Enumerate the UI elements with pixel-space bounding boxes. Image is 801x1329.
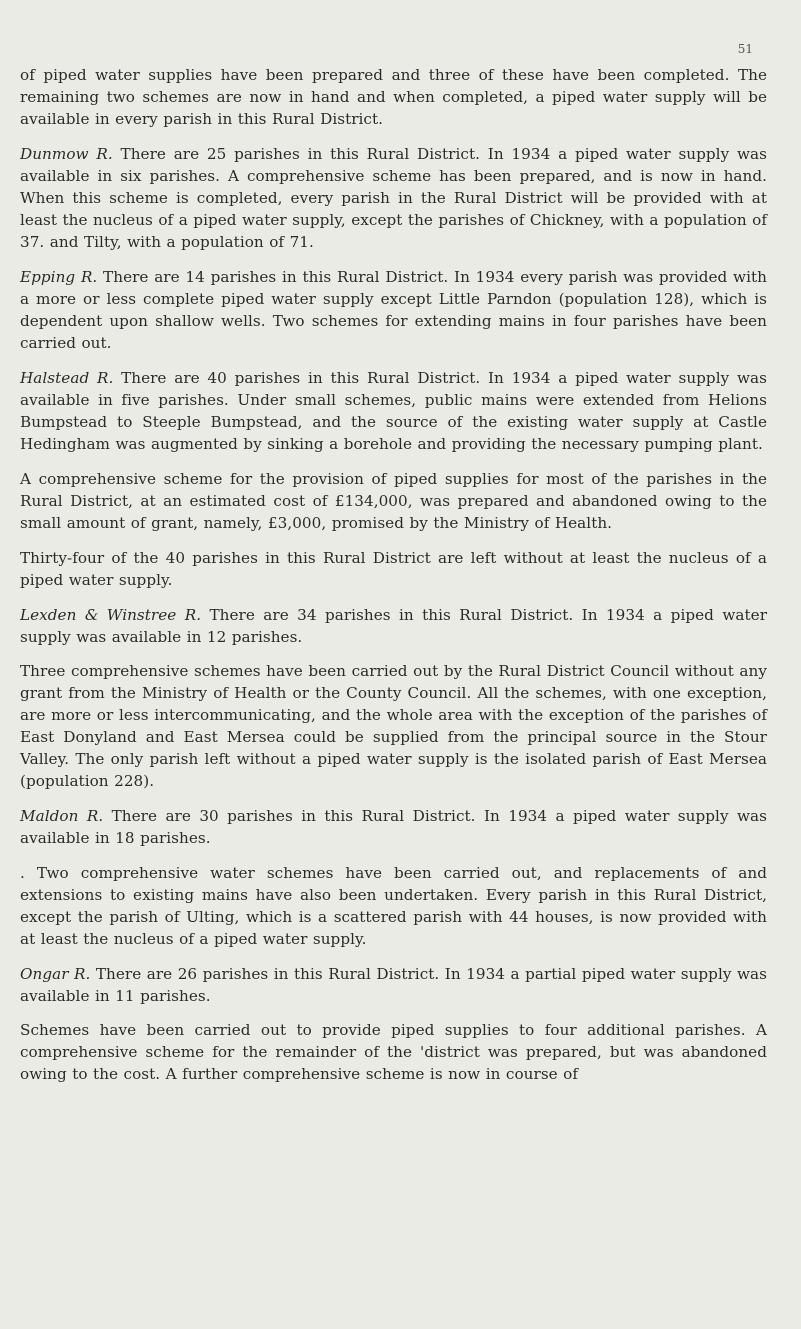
- paragraph-text: Thirty-four of the 40 parishes in this Rural District are left without at least the nucleus of a piped water supply.: [20, 549, 767, 589]
- paragraph-text: . Two comprehensive water schemes have been carried out, and replacements of and extensions to existing mains have also been undertaken. Every parish in this Rural District, except the parish of Ulting, which is a scattered parish with 44 houses, is now provided with at least the nucleus of a piped water supply.: [20, 864, 767, 948]
- body-text: [20, 64, 767, 1085]
- page-number: 51: [737, 42, 753, 56]
- paragraph-text: There are 14 parishes in this Rural District. In 1934 every parish was provided with a more or less complete piped water supply except Little Parndon (population 128), which is dependent upon shallow wells. Two schemes for extending mains in four parishes have been carried out.: [20, 268, 767, 352]
- paragraph-text: There are 40 parishes in this Rural District. In 1934 a piped water supply was available in five parishes. Under small schemes, public mains were extended from Helions Bumpstead to Steeple Bumpstead, and the source of the existing water supply at Castle Hedingham was augmented by sinking a borehole and providing the necessary pumping plant.: [20, 369, 767, 453]
- district-name: Lexden & Winstree R.: [20, 606, 202, 624]
- paragraph-text: of piped water supplies have been prepared and three of these have been completed. The remaining two schemes are now in hand and when completed, a piped water supply will be available in every parish in this Rural District.: [20, 66, 767, 128]
- paragraph-epping: [20, 266, 767, 354]
- paragraph-maldon: [20, 805, 767, 849]
- paragraph-ongar: [20, 963, 767, 1007]
- district-name: Dunmow R.: [20, 145, 113, 163]
- paragraph-text: There are 26 parishes in this Rural District. In 1934 a partial piped water supply was available in 11 parishes.: [20, 965, 767, 1005]
- paragraph-halstead: [20, 367, 767, 455]
- paragraph-text: There are 34 parishes in this Rural District. In 1934 a piped water supply was available in 12 parishes.: [20, 606, 767, 646]
- paragraph: [20, 547, 767, 591]
- paragraph: [20, 660, 767, 792]
- paragraph-lexden-winstree: [20, 604, 767, 648]
- district-name: Halstead R.: [20, 369, 114, 387]
- paragraph-dunmow: [20, 143, 767, 253]
- paragraph-text: A comprehensive scheme for the provision of piped supplies for most of the parishes in the Rural District, at an estimated cost of £134,000, was prepared and abandoned owing to the small amount of grant, namely, £3,000, promised by the Ministry of Health.: [20, 470, 767, 532]
- district-name: Maldon R.: [20, 807, 104, 825]
- paragraph-text: There are 25 parishes in this Rural District. In 1934 a piped water supply was available in six parishes. A comprehensive scheme has been prepared, and is now in hand. When this scheme is completed, every parish in the Rural District will be provided with at least the nucleus of a piped water supply, except the parishes of Chickney, with a population of 37. and Tilty, with a population of 71.: [20, 145, 767, 251]
- paragraph: [20, 1019, 767, 1085]
- paragraph-text: There are 30 parishes in this Rural District. In 1934 a piped water supply was available in 18 parishes.: [20, 807, 767, 847]
- district-name: Epping R.: [20, 268, 98, 286]
- paragraph: [20, 64, 767, 130]
- paragraph: [20, 862, 767, 950]
- paragraph-text: Schemes have been carried out to provide piped supplies to four additional parishes. A comprehensive scheme for the remainder of the 'district was prepared, but was abandoned owing to the cost. A further comprehensive scheme is now in course of: [20, 1021, 767, 1083]
- paragraph-text: Three comprehensive schemes have been carried out by the Rural District Council without any grant from the Ministry of Health or the County Council. All the schemes, with one exception, are more or less intercommunicating, and the whole area with the exception of the parishes of East Donyland and East Mersea could be supplied from the principal source in the Stour Valley. The only parish left without a piped water supply is the isolated parish of East Mersea (population 228).: [20, 662, 767, 790]
- paragraph: [20, 468, 767, 534]
- district-name: Ongar R.: [20, 965, 91, 983]
